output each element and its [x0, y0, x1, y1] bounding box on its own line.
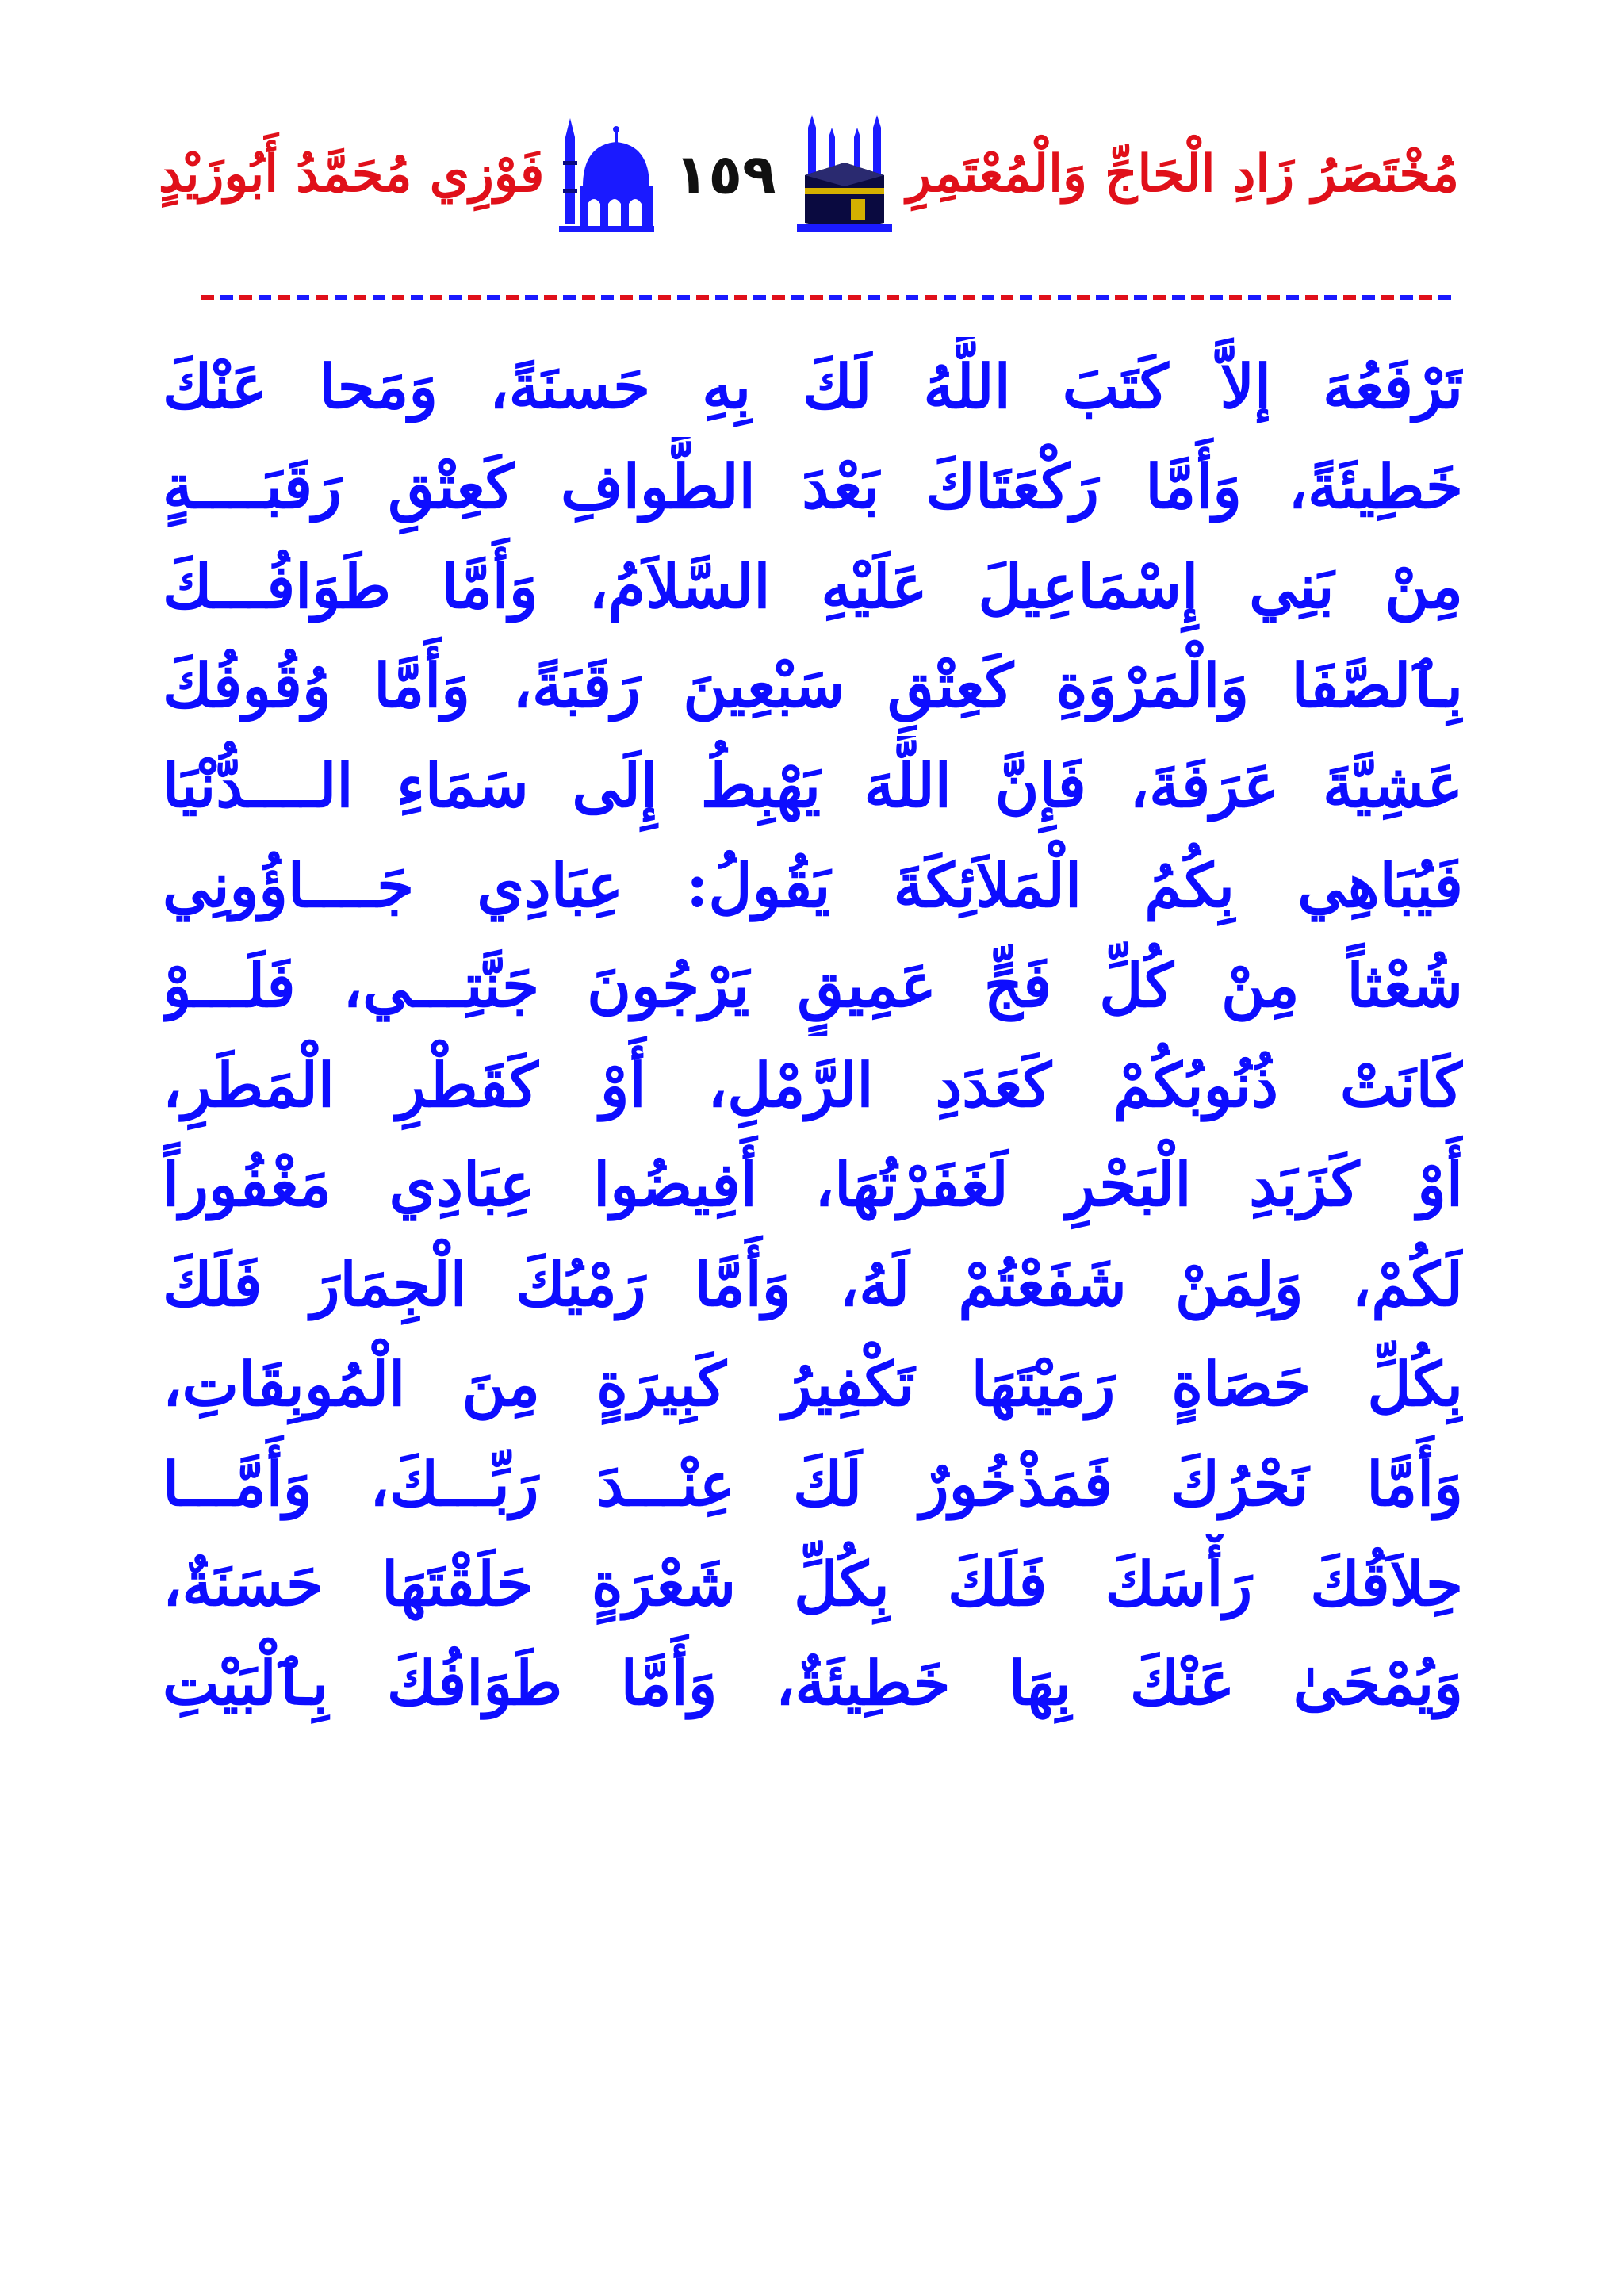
text-line: تَرْفَعُهَ إلاَّ كَتَبَ اللَّهُ لَكَ بِهِ حَسنَةً، وَمَحا عَنْكَ — [163, 351, 1463, 422]
text-line: لَكُمْ، وَلِمَنْ شَفَعْتُمْ لَهُ، وَأَمَّا رَمْيُكَ الْجِمَارَ فَلَكَ — [163, 1249, 1463, 1320]
text-line: شُعْثاً مِنْ كُلِّ فَجٍّ عَمِيقٍ يَرْجُونَ جَنَّتِـــي، فَلَـــوْ — [163, 949, 1463, 1021]
text-line: وَيُمْحَىٰ عَنْكَ بِهَا خَطِيئَةٌ، وَأَمَّا طَوَافُكَ بِٱلْبَيْتِ — [163, 1648, 1463, 1719]
text-line: مِنْ بَنِي إِسْمَاعِيلَ عَلَيْهِ السَّلاَمُ، وَأَمَّا طَوَافُـــكَ — [163, 550, 1463, 622]
text-line: وَأَمَّا نَحْرُكَ فَمَذْخُورٌ لَكَ عِنْـــدَ رَبِّـــكَ، وَأَمَّـــا — [163, 1448, 1463, 1519]
kaaba-icon — [797, 113, 892, 236]
page-number: ١٥٩ — [674, 142, 776, 207]
text-line: حِلاَقُكَ رَأْسَكَ فَلَكَ بِكُلِّ شَعْرَةٍ حَلَقْتَهَا حَسَنَةٌ، — [163, 1548, 1463, 1619]
header-center-group — [559, 113, 892, 236]
book-title: مُخْتَصَرُ زَادِ الْحَاجِّ وَالْمُعْتَمِرِ — [906, 144, 1459, 204]
text-line: فَيُبَاهِي بِكُمُ الْمَلاَئِكَةَ يَقُولُ: عِبَادِي جَــــاؤُونِي — [163, 849, 1463, 921]
mosque-dome-icon — [559, 113, 654, 236]
main-text — [163, 337, 1463, 1734]
text-line: بِٱلصَّفَا وَالْمَرْوَةِ كَعِتْقِ سَبْعِينَ رَقَبَةً، وَأَمَّا وُقُوفُكَ — [163, 650, 1463, 722]
text-line: أَوْ كَزَبَدِ الْبَحْرِ لَغَفَرْتُهَا، أَفِيضُوا عِبَادِي مَغْفُوراً — [163, 1149, 1463, 1220]
text-line: بِكُلِّ حَصَاةٍ رَمَيْتَهَا تَكْفِيرُ كَبِيرَةٍ مِنَ الْمُوبِقَاتِ، — [163, 1348, 1463, 1419]
text-line: كَانَتْ ذُنُوبُكُمْ كَعَدَدِ الرَّمْلِ، أَوْ كَقَطْرِ الْمَطَرِ، — [163, 1049, 1463, 1121]
text-line: عَشِيَّةَ عَرَفَةَ، فَإِنَّ اللَّهَ يَهْبِطُ إِلَى سَمَاءِ الــــدُّنْيَا — [163, 750, 1463, 822]
header-divider — [198, 295, 1451, 300]
page-header — [159, 95, 1459, 254]
text-line: خَطِيئَةً، وَأَمَّا رَكْعَتَاكَ بَعْدَ الطَّوافِ كَعِتْقِ رَقَبَــــةٍ — [163, 450, 1463, 522]
author-name: فَوْزِي مُحَمَّدُ أَبُوزَيْدٍ — [159, 144, 545, 204]
